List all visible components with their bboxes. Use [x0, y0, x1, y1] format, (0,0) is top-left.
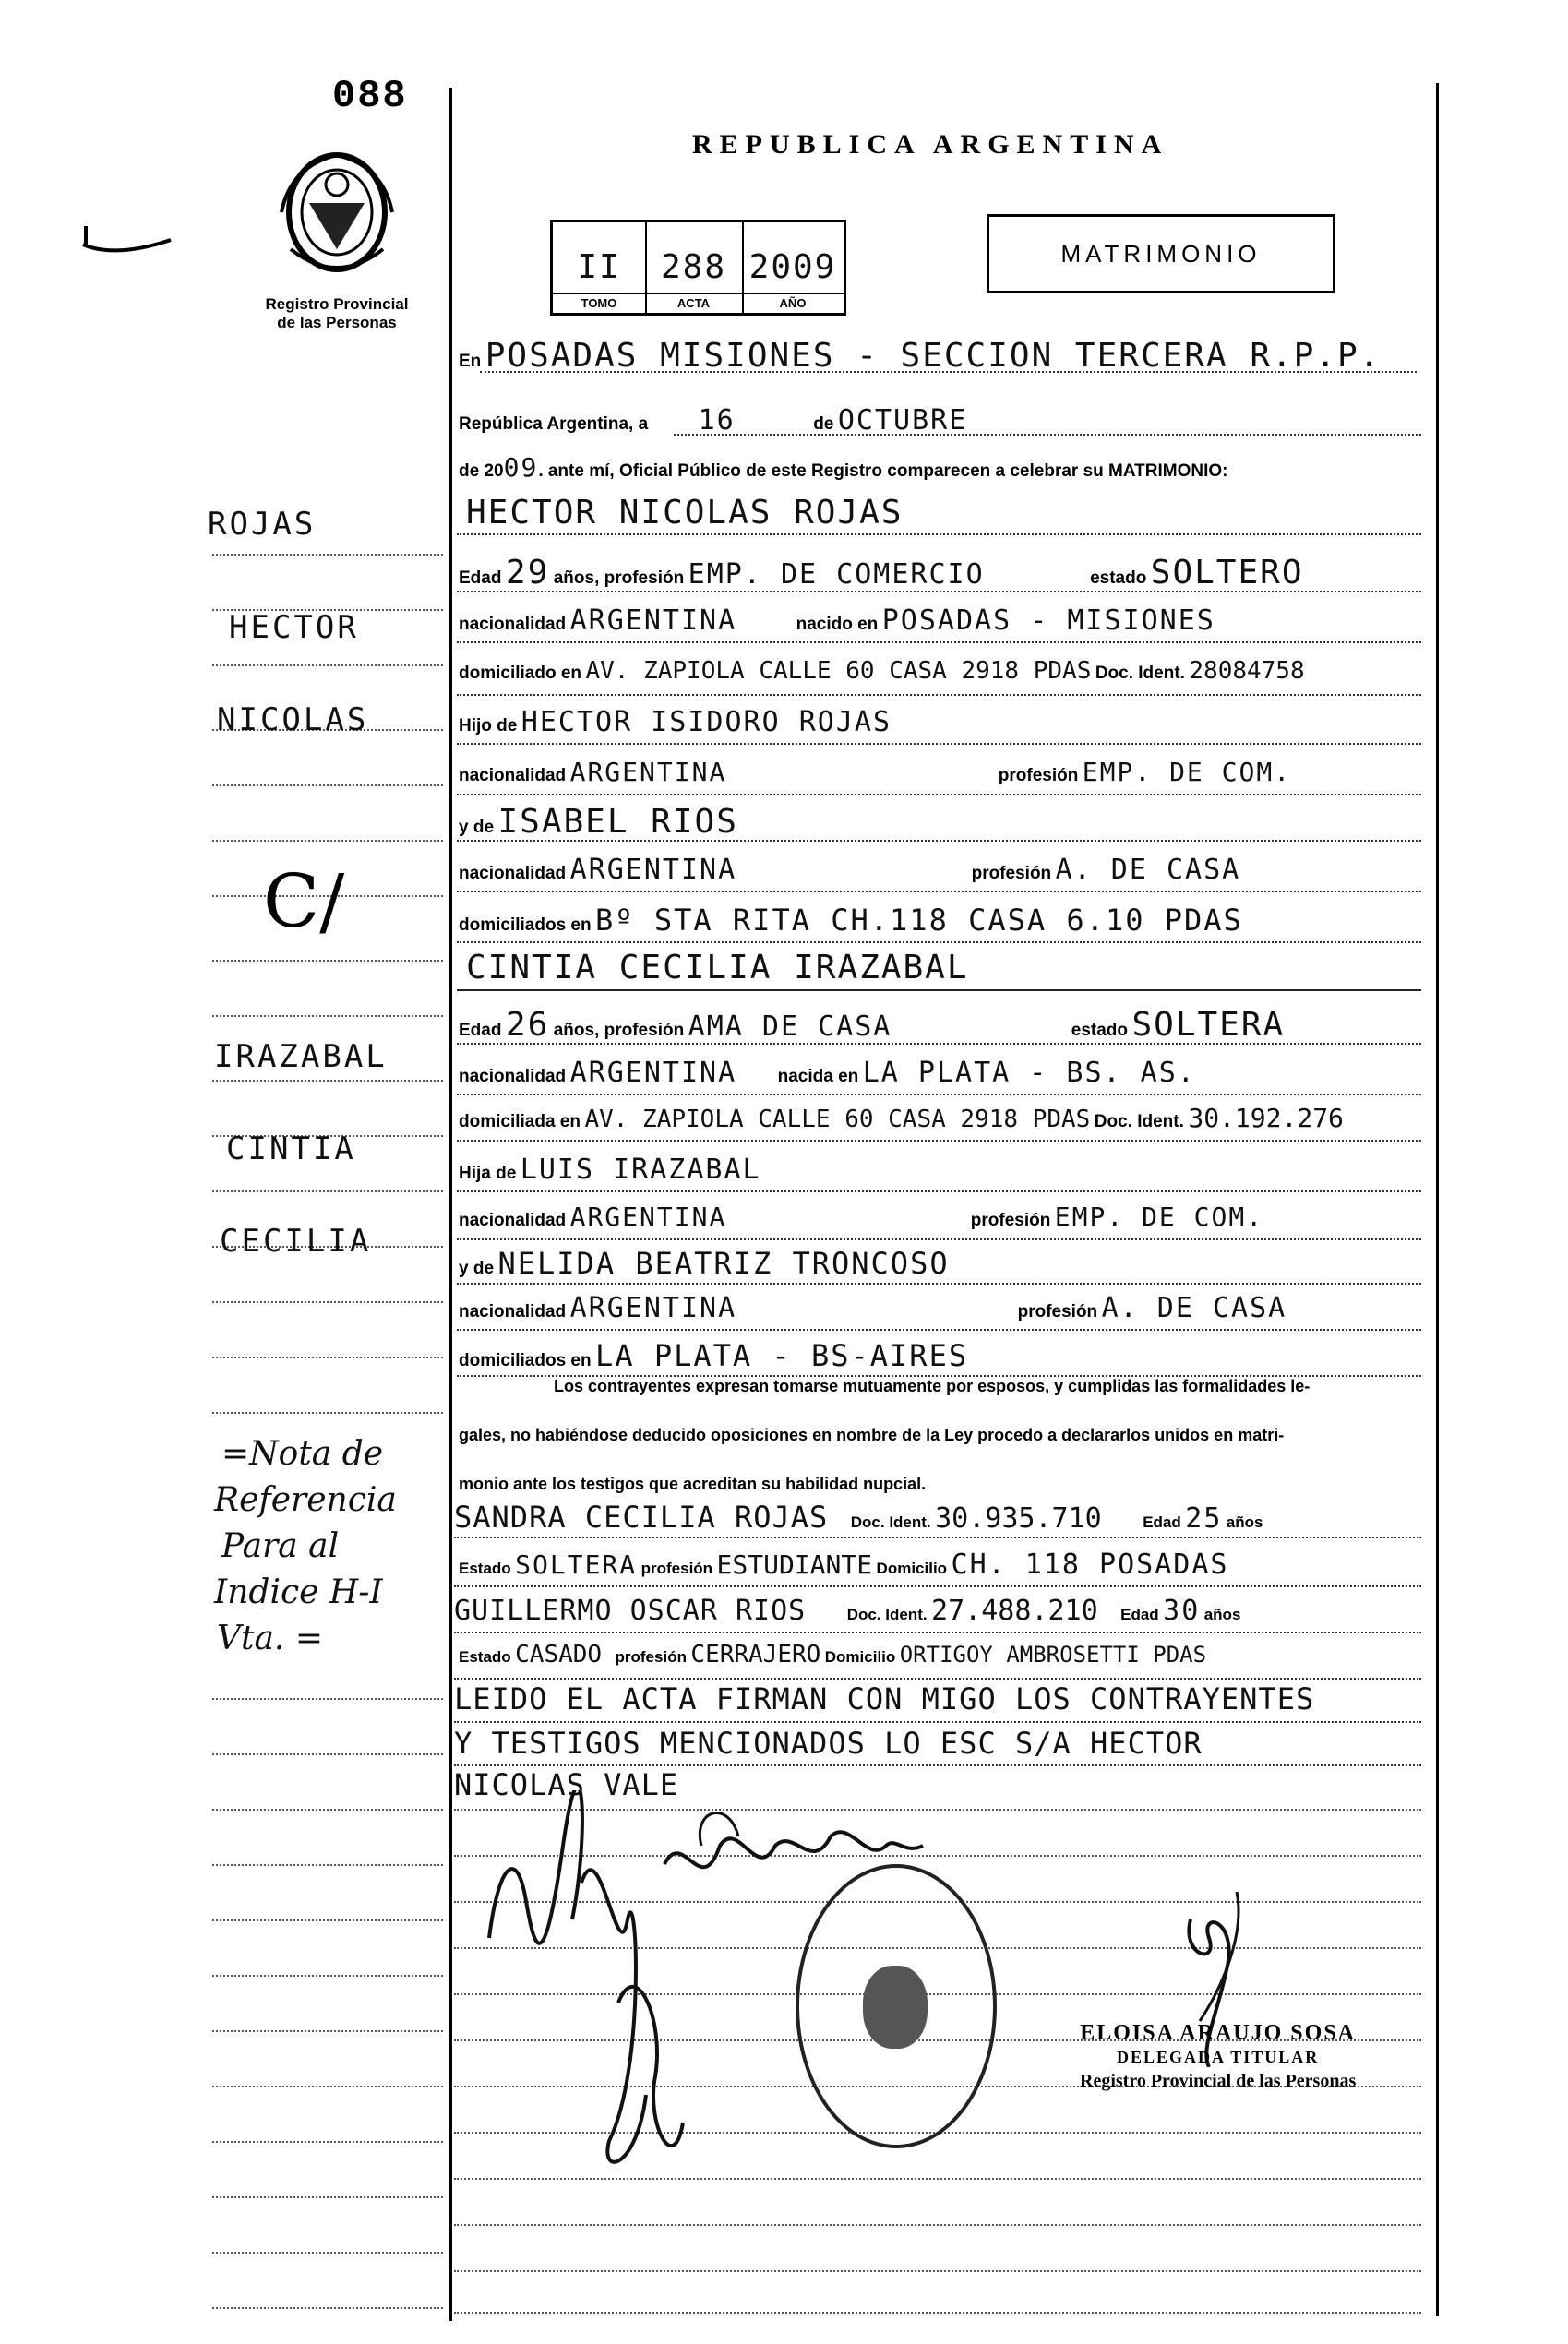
margin-rule: [212, 1864, 443, 1866]
groom-nationality-row: [459, 604, 1215, 637]
body-rule: [454, 2312, 1421, 2314]
field-underline: [457, 533, 1421, 535]
doc-label: Doc. Ident.: [1095, 664, 1185, 683]
hija-label: Hija de: [459, 1164, 517, 1183]
bride-status: SOLTERA: [1131, 1006, 1286, 1044]
father-profesion-label: profesión: [998, 766, 1079, 785]
field-underline: [454, 1632, 1421, 1633]
nacido-label: nacido en: [796, 615, 879, 634]
intro-month: OCTUBRE: [837, 404, 968, 437]
margin-rule: [212, 1080, 443, 1082]
field-underline: [457, 1094, 1421, 1095]
field-underline: [674, 434, 1421, 436]
officer-stamp: [1080, 2021, 1356, 2093]
field-underline: [454, 1678, 1421, 1680]
bride-profession: AMA DE CASA: [688, 1011, 892, 1043]
bride-nationality: ARGENTINA: [569, 1057, 737, 1089]
anos-profesion-label: años, profesión: [553, 568, 685, 588]
bride-father-profesion-label: profesión: [970, 1211, 1051, 1230]
margin-groom-given-2: NICOLAS: [217, 701, 369, 738]
witness-2-row: [454, 1595, 1240, 1627]
groom-mother-nationality: ARGENTINA: [569, 854, 737, 886]
body-rule: [454, 2224, 1421, 2226]
father-nacionalidad-label: nacionalidad: [459, 766, 567, 785]
groom-nationality: ARGENTINA: [569, 604, 737, 637]
intro-day: 16: [698, 404, 736, 437]
bride-estado-label: estado: [1071, 1021, 1129, 1040]
field-underline: [457, 694, 1421, 696]
field-underline: [457, 941, 1421, 943]
margin-rule: [212, 960, 443, 962]
witness-1-profession: ESTUDIANTE: [716, 1549, 873, 1580]
witness-2-estado-label: Estado: [459, 1648, 511, 1666]
nacida-label: nacida en: [777, 1067, 859, 1086]
estado-label: estado: [1090, 568, 1147, 588]
field-underline: [457, 1329, 1421, 1331]
margin-groom-surname: ROJAS: [208, 506, 317, 543]
groom-age-row: [459, 554, 1304, 592]
bride-nationality-row: [459, 1057, 1196, 1089]
margin-note-line-5: Vta. =: [217, 1620, 323, 1657]
body-rule: [454, 2270, 1421, 2272]
bride-age: 26: [505, 1006, 550, 1044]
left-margin-line: [449, 88, 452, 2321]
witness-1-status: SOLTERA: [515, 1549, 638, 1580]
section-divider: [457, 989, 1421, 991]
bride-birthplace: LA PLATA - BS. AS.: [862, 1057, 1196, 1089]
groom-age: 29: [505, 554, 550, 592]
bride-parents-address-row: [459, 1338, 968, 1373]
bride-nacionalidad-label: nacionalidad: [459, 1067, 567, 1086]
margin-rule: [212, 1753, 443, 1755]
witness-1-row: [454, 1500, 1263, 1535]
officer-name: ELOISA ARAUJO SOSA: [1080, 2021, 1356, 2045]
intro-place-row: [459, 337, 1381, 375]
margin-rule: [212, 1357, 443, 1358]
field-underline: [454, 1721, 1421, 1723]
officer-office: Registro Provincial de las Personas: [1080, 2071, 1357, 2091]
mother-nacionalidad-label: nacionalidad: [459, 864, 567, 883]
officer-title: DELEGADA TITULAR: [1117, 2048, 1320, 2066]
groom-address: AV. ZAPIOLA CALLE 60 CASA 2918 PDAS: [585, 657, 1092, 685]
bride-father-nationality: ARGENTINA: [569, 1202, 727, 1232]
intro-year-suffix: 09: [503, 452, 539, 483]
groom-father-nat-row: [459, 757, 1291, 787]
en-label: En: [459, 352, 482, 371]
witness-2-age: 30: [1163, 1595, 1201, 1627]
groom-father-row: [459, 706, 892, 738]
republic-heading: REPUBLICA ARGENTINA: [692, 129, 1169, 160]
witness-1-domicilio-label: Domicilio: [876, 1560, 948, 1577]
bride-parents-address: LA PLATA - BS-AIRES: [595, 1338, 969, 1373]
groom-parents-address-row: [459, 903, 1243, 938]
witness-2-details-row: [459, 1641, 1206, 1668]
field-underline: [454, 1764, 1421, 1766]
margin-note-line-2: Referencia: [214, 1481, 397, 1519]
margin-connector: C/: [263, 858, 345, 944]
intro-year-row: [459, 452, 1228, 483]
field-underline: [457, 591, 1421, 592]
margin-rule: [212, 2252, 443, 2254]
anio-label: AÑO: [742, 293, 844, 313]
closing-line-3: NICOLAS VALE: [454, 1767, 679, 1802]
witness-1-doc-label: Doc. Ident.: [850, 1513, 931, 1531]
field-underline: [457, 1238, 1421, 1240]
formula-line-3: monio ante los testigos que acreditan su habilidad nupcial.: [459, 1475, 927, 1493]
groom-birthplace: POSADAS - MISIONES: [881, 604, 1215, 637]
witness-2-edad-label: Edad: [1120, 1606, 1159, 1623]
witness-1-doc: 30.935.710: [935, 1502, 1102, 1535]
witness-2-name: GUILLERMO OSCAR RIOS: [454, 1595, 807, 1627]
formula-line-2: gales, no habiéndose deducido oposiciones en nombre de la Ley procedo a declararlos unidos en matri-: [459, 1426, 1285, 1444]
margin-rule: [212, 1015, 443, 1017]
field-underline: [457, 1190, 1421, 1192]
groom-father-profession: EMP. DE COM.: [1082, 757, 1292, 787]
margin-groom-given-1: HECTOR: [229, 609, 359, 646]
de-label: de: [813, 414, 834, 434]
acta-label: ACTA: [645, 293, 742, 313]
bride-father-profession: EMP. DE COM.: [1054, 1202, 1264, 1232]
bride-doc-label: Doc. Ident.: [1094, 1112, 1184, 1131]
margin-rule: [212, 840, 443, 842]
witness-1-edad-label: Edad: [1143, 1513, 1181, 1531]
bride-mother-profesion-label: profesión: [1017, 1302, 1098, 1321]
tomo-cell: [553, 222, 647, 313]
witness-1-details-row: [459, 1549, 1228, 1581]
nacionalidad-label: nacionalidad: [459, 615, 567, 634]
margin-bride-given-2: CECILIA: [220, 1223, 372, 1260]
margin-mark-icon: [78, 217, 180, 263]
witness-1-estado-label: Estado: [459, 1560, 511, 1577]
groom-mother-profession: A. DE CASA: [1055, 854, 1241, 886]
anio-cell: [742, 222, 844, 313]
bride-mother-nationality: ARGENTINA: [569, 1292, 737, 1324]
margin-rule: [212, 2030, 443, 2032]
bride-edad-label: Edad: [459, 1021, 502, 1040]
margin-rule: [212, 554, 443, 556]
groom-mother: ISABEL RIOS: [497, 803, 738, 841]
margin-note-line-4: Indice H-I: [214, 1573, 383, 1611]
anio-value: 2009: [748, 248, 837, 286]
margin-rule: [212, 1412, 443, 1414]
bride-mother-row: [459, 1246, 950, 1281]
bride-address: AV. ZAPIOLA CALLE 60 CASA 2918 PDAS: [584, 1106, 1091, 1133]
bride-father-nacionalidad-label: nacionalidad: [459, 1211, 567, 1230]
field-underline: [457, 794, 1421, 795]
margin-rule: [212, 2307, 443, 2309]
coat-of-arms-icon: [272, 148, 401, 286]
bride-father-row: [459, 1154, 761, 1186]
bride-mother-profession: A. DE CASA: [1101, 1292, 1287, 1324]
intro-place: POSADAS MISIONES - SECCION TERCERA R.P.P.: [485, 337, 1382, 375]
groom-mother-row: [459, 803, 738, 841]
bride-yde-label: y de: [459, 1259, 495, 1278]
hijo-label: Hijo de: [459, 716, 518, 735]
groom-father: HECTOR ISIDORO ROJAS: [521, 706, 892, 738]
margin-rule: [212, 784, 443, 786]
tomo-label: TOMO: [553, 293, 645, 313]
registry-line-2: de las Personas: [277, 314, 397, 331]
witness-2-status: CASADO: [515, 1641, 603, 1668]
margin-rule: [212, 1809, 443, 1811]
witness-1-anos-label: años: [1226, 1513, 1263, 1531]
folio-number: 088: [332, 74, 408, 118]
groom-doc: 28084758: [1189, 657, 1305, 685]
margin-rule: [212, 2086, 443, 2087]
bride-parents-domiciliados-label: domiciliados en: [459, 1351, 592, 1370]
margin-rule: [212, 1975, 443, 1977]
de20-label: de 20: [459, 461, 504, 481]
tomo-value: II: [577, 248, 621, 286]
groom-full-name: HECTOR NICOLAS ROJAS: [466, 494, 904, 532]
right-margin-line: [1436, 83, 1439, 2316]
bride-full-name: CINTIA CECILIA IRAZABAL: [466, 949, 969, 987]
margin-rule: [212, 1698, 443, 1700]
witness-1-profesion-label: profesión: [640, 1560, 713, 1577]
witness-2-profession: CERRAJERO: [690, 1641, 821, 1668]
groom-father-nationality: ARGENTINA: [569, 757, 727, 787]
field-underline: [480, 371, 1417, 373]
witness-2-anos-label: años: [1203, 1606, 1241, 1623]
field-underline: [457, 743, 1421, 745]
margin-rule: [212, 2141, 443, 2143]
field-underline: [457, 641, 1421, 643]
witness-2-doc-label: Doc. Ident.: [846, 1606, 928, 1623]
formula-line-1: Los contrayentes expresan tomarse mutuamente por esposos, y cumplidas las formalidades le-: [554, 1377, 1311, 1395]
margin-bride-surname: IRAZABAL: [214, 1038, 388, 1075]
field-underline: [457, 891, 1421, 892]
groom-address-row: [459, 657, 1305, 685]
margin-rule: [212, 664, 443, 666]
mother-profesion-label: profesión: [971, 864, 1052, 883]
acta-value: 288: [660, 248, 727, 286]
seal-portrait-icon: [863, 1966, 928, 2049]
witness-2-address: ORTIGOY AMBROSETTI PDAS: [899, 1642, 1207, 1668]
groom-mother-nat-row: [459, 854, 1240, 886]
bride-mother-nacionalidad-label: nacionalidad: [459, 1302, 567, 1321]
margin-note-line-3: Para al: [221, 1527, 340, 1565]
bride-mother: NELIDA BEATRIZ TRONCOSO: [497, 1246, 950, 1281]
field-underline: [457, 1043, 1421, 1045]
edad-label: Edad: [459, 568, 502, 588]
acta-cell: [645, 222, 744, 313]
margin-rule: [212, 1301, 443, 1303]
domiciliada-label: domiciliada en: [459, 1112, 581, 1131]
margin-rule: [212, 1190, 443, 1192]
field-underline: [457, 1283, 1421, 1285]
bride-age-row: [459, 1006, 1285, 1044]
witness-1-age: 25: [1185, 1502, 1223, 1535]
groom-profession: EMP. DE COMERCIO: [688, 558, 985, 591]
field-underline: [454, 1585, 1421, 1587]
margin-rule: [212, 2196, 443, 2198]
margin-rule: [212, 1919, 443, 1921]
margin-bride-given-1: CINTIA: [226, 1130, 356, 1167]
bride-anos-profesion-label: años, profesión: [553, 1021, 685, 1040]
groom-parents-address: Bº STA RITA CH.118 CASA 6.10 PDAS: [595, 903, 1243, 938]
bride-mother-nat-row: [459, 1292, 1287, 1324]
registration-box: [550, 220, 846, 316]
field-underline: [457, 1140, 1421, 1142]
republica-label: República Argentina, a: [459, 414, 649, 434]
witness-1-address: CH. 118 POSADAS: [951, 1549, 1229, 1581]
bride-father: LUIS IRAZABAL: [520, 1154, 761, 1186]
witness-1-name: SANDRA CECILIA ROJAS: [454, 1500, 829, 1535]
witness-2-doc: 27.488.210: [931, 1595, 1098, 1627]
registry-name: [245, 295, 429, 332]
bride-doc: 30.192.276: [1188, 1103, 1344, 1133]
yde-label: y de: [459, 818, 495, 837]
field-underline: [454, 1537, 1421, 1538]
bride-address-row: [459, 1103, 1344, 1133]
field-underline: [457, 840, 1421, 842]
closing-line-2: Y TESTIGOS MENCIONADOS LO ESC S/A HECTOR: [454, 1726, 1203, 1761]
witness-2-domicilio-label: Domicilio: [824, 1648, 896, 1666]
document-type-box: MATRIMONIO: [987, 214, 1335, 293]
closing-line-1: LEIDO EL ACTA FIRMAN CON MIGO LOS CONTRAYENTES: [454, 1681, 1315, 1716]
margin-note-line-1: =Nota de: [221, 1435, 384, 1473]
parents-domiciliados-label: domiciliados en: [459, 915, 592, 935]
ante-text: . ante mí, Oficial Público de este Registro comparecen a celebrar su MATRIMONIO:: [538, 461, 1228, 481]
bride-father-nat-row: [459, 1202, 1263, 1232]
witness-2-profesion-label: profesión: [615, 1648, 687, 1666]
registry-line-1: Registro Provincial: [265, 295, 409, 313]
groom-status: SOLTERO: [1150, 554, 1304, 592]
domiciliado-label: domiciliado en: [459, 664, 582, 683]
intro-date-row: [459, 404, 967, 437]
